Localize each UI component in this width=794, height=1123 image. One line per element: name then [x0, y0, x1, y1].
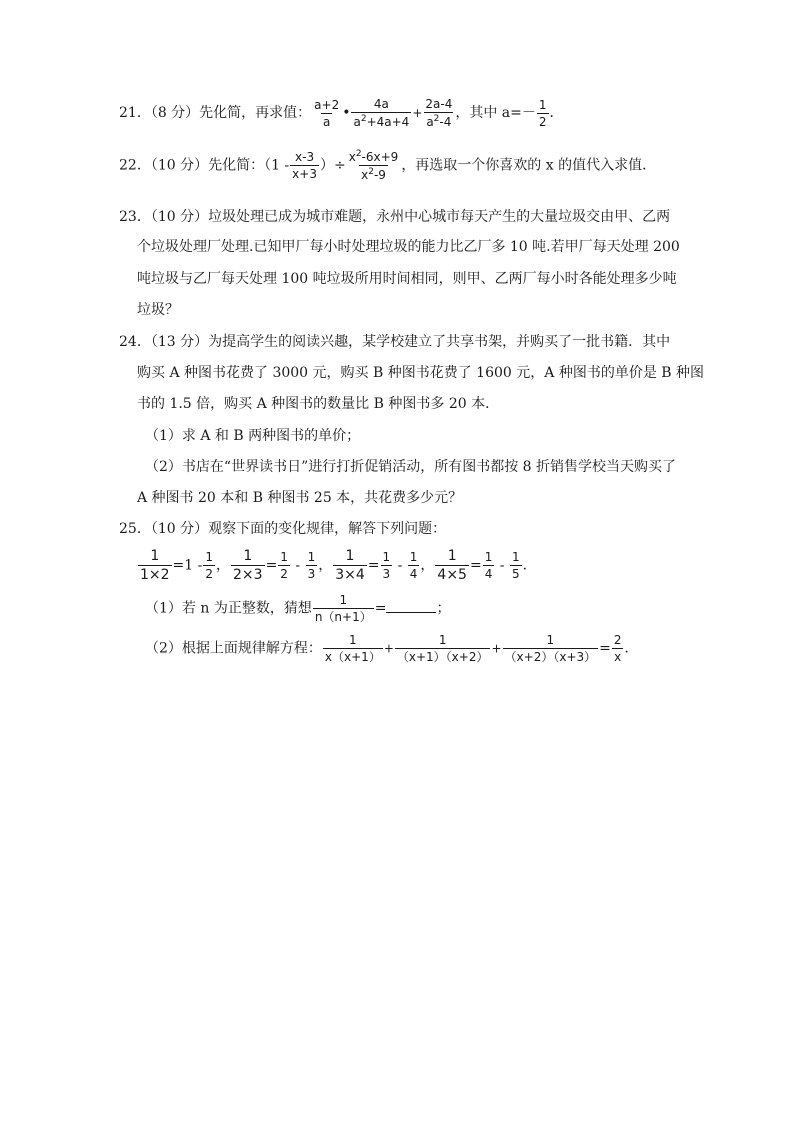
fraction: $\frac{1}{5}$	[511, 550, 520, 581]
fraction: $\frac{1}{4}$	[484, 550, 493, 581]
question-25-part-2: （2）根据上面规律解方程： $\frac{1}{x(x+1)}$ + $\frac{1}{(x+1)(x+2)}$ + $\frac{1}{(x+2)(x+3)}$ = $\frac{2}{x}$ ．	[145, 633, 639, 664]
q21-label: 21．（8 分）先化简，再求值：	[119, 105, 312, 121]
q22-label: 22．（10 分）先化简：（1 -	[119, 157, 290, 174]
fraction: $\frac{1}{x(x+1)}$	[324, 633, 381, 664]
fraction: $\frac{1}{n(n+1)}$	[314, 593, 372, 624]
fraction: $\frac{4a}{a^2+4a+4}$	[353, 97, 410, 129]
question-24-line-1: 24．（13 分）为提高学生的阅读兴趣，某学校建立了共享书架，并购买了一批书籍．其中	[119, 334, 671, 350]
fraction: $\frac{1}{3\times 4}$	[335, 548, 365, 583]
question-23-line-1: 23．（10 分）垃圾处理已成为城市难题，永州中心城市每天产生的大量垃圾交由甲、乙两	[119, 209, 671, 225]
fraction: $\frac{1}{(x+2)(x+3)}$	[504, 633, 597, 664]
fraction: $\frac{2a-4}{a^2-4}$	[425, 97, 453, 129]
question-21: 21．（8 分）先化简，再求值： $\frac{a+2}{a}$ • $\frac{4a}{a^2+4a+4}$ + $\frac{2a-4}{a^2-4}$ ，其中 a=－ $\frac{1}{2}$ ．	[119, 97, 564, 129]
fraction: $\frac{2}{x}$	[613, 633, 622, 664]
fraction: $\frac{x^2-6x+9}{x^2-9}$	[348, 149, 399, 182]
question-23-line-3: 吨垃圾与乙厂每天处理 100 吨垃圾所用时间相同，则甲、乙两厂每小时各能处理多少吨	[137, 271, 677, 287]
question-23-line-4: 垃圾？	[137, 302, 179, 318]
question-24-part-2: （2）书店在“世界读书日”进行打折促销活动，所有图书都按 8 折销售学校当天购买了	[145, 459, 677, 475]
fraction: $\frac{1}{2\times 3}$	[233, 548, 263, 583]
question-23-line-2: 个垃圾处理厂处理.已知甲厂每小时处理垃圾的能力比乙厂多 10 吨.若甲厂每天处理 200	[137, 239, 680, 255]
fraction: $\frac{1}{2}$	[205, 550, 214, 581]
fraction: $\frac{1}{(x+1)(x+2)}$	[396, 633, 489, 664]
fraction: $\frac{a+2}{a}$	[314, 97, 340, 129]
question-24-line-3: 书的 1.5 倍，购买 A 种图书的数量比 B 种图书多 20 本．	[137, 396, 500, 412]
fraction: $\frac{1}{1\times 2}$	[140, 548, 170, 583]
question-22: 22．（10 分）先化简：（1 - $\frac{x-3}{x+3}$ ）÷ $\frac{x^2-6x+9}{x^2-9}$ ，再选取一个你喜欢的 x 的值代入求值．	[119, 149, 657, 182]
fraction: $\frac{1}{3}$	[307, 550, 316, 581]
fraction: $\frac{1}{4\times 5}$	[437, 548, 467, 583]
question-24-part-1: （1）求 A 和 B 两种图书的单价；	[145, 428, 361, 444]
question-24-part-2-cont: A 种图书 20 本和 B 种图书 25 本，共花费多少元？	[137, 490, 463, 506]
question-25-part-1: （1）若 n 为正整数，猜想 $\frac{1}{n(n+1)}$ = ；	[145, 593, 451, 624]
question-25-label: 25．（10 分）观察下面的变化规律，解答下列问题：	[119, 521, 447, 537]
answer-blank[interactable]	[386, 600, 436, 613]
question-24-line-2: 购买 A 种图书花费了 3000 元，购买 B 种图书花费了 1600 元，A 种图书的单价是 B 种图	[137, 365, 705, 381]
fraction: $\frac{1}{2}$	[280, 550, 288, 581]
fraction: $\frac{1}{3}$	[382, 550, 391, 581]
fraction: $\frac{x-3}{x+3}$	[292, 150, 317, 181]
fraction: $\frac{1}{4}$	[409, 550, 418, 581]
fraction: $\frac{1}{2}$	[538, 97, 547, 129]
question-25-examples: $\frac{1}{1\times 2}$ =1 - $\frac{1}{2}$ ， $\frac{1}{2\times 3}$ = $\frac{1}{2}$ - $\frac{1}{3}$ ， $\frac{1}{3\times 4}$ = $\frac{1}{3}$ - $\frac{1}{4}$ ， $\frac{1}{4\times 5}$ = $\frac{1}{4}$ - $\frac{1}{5}$ ．	[140, 548, 537, 583]
